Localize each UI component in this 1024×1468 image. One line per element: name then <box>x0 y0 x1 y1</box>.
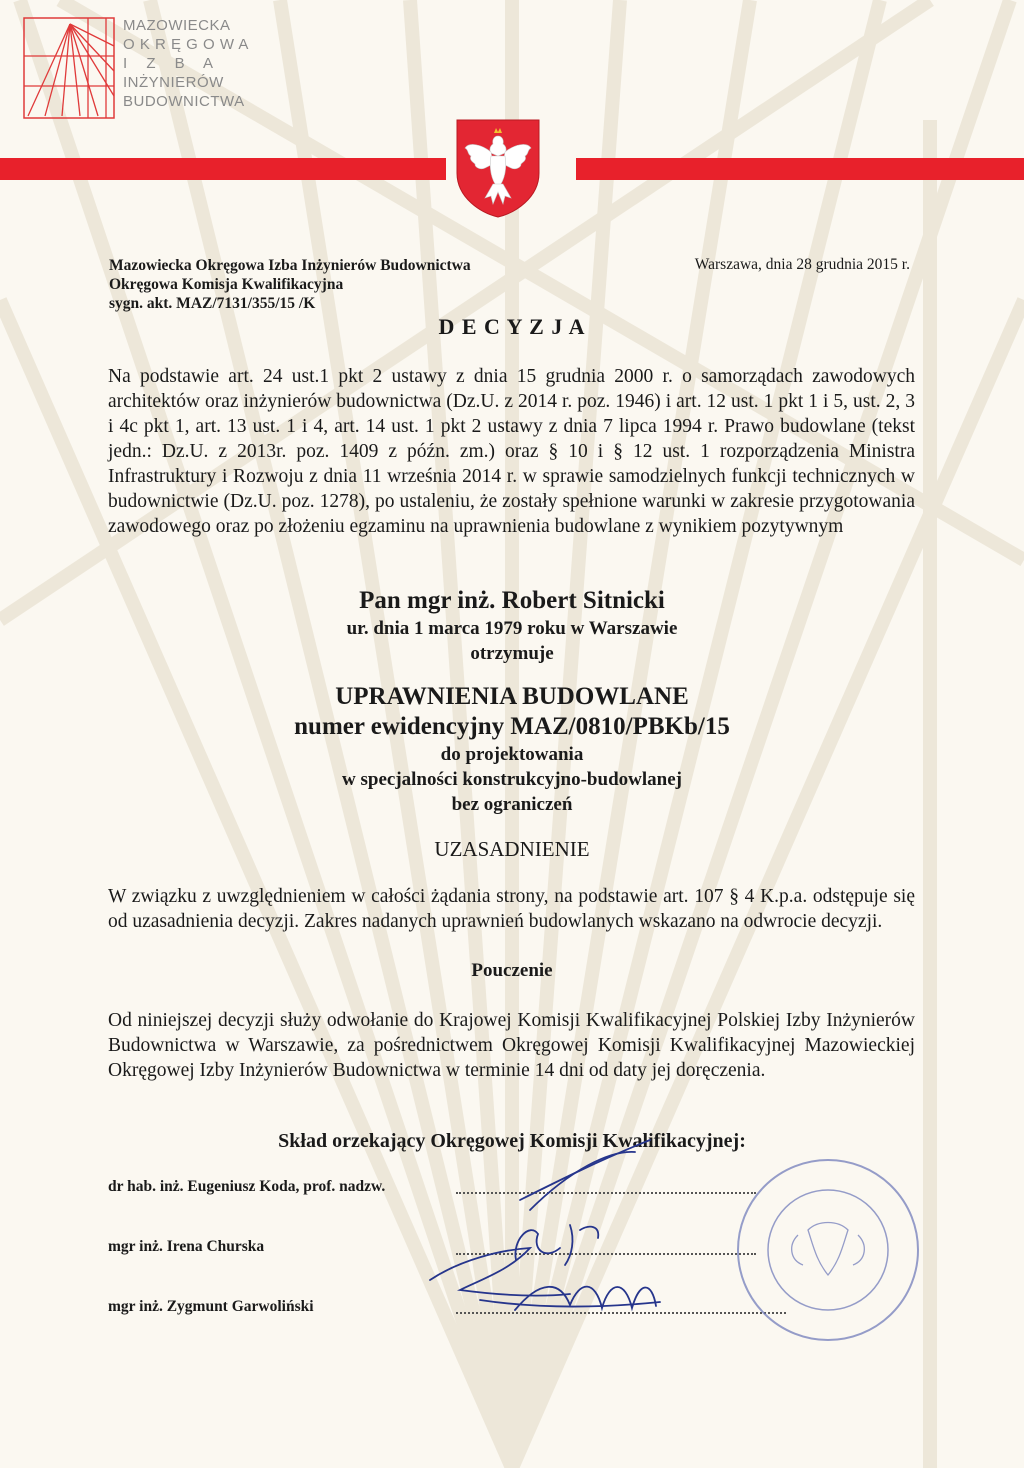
issuer-commission: Okręgowa Komisja Kwalifikacyjna <box>109 276 344 293</box>
logo-line: O K R Ę G O W A <box>123 36 249 53</box>
recipient-receives: otrzymuje <box>470 643 554 664</box>
panel-member: mgr inż. Zygmunt Garwoliński <box>108 1298 314 1315</box>
grant-limits: bez ograniczeń <box>451 794 573 815</box>
white-eagle-icon <box>455 118 541 218</box>
case-reference: sygn. akt. MAZ/7131/355/15 /K <box>109 295 316 312</box>
logo-line: I Z B A <box>123 55 214 72</box>
official-seal-stamp <box>728 1150 928 1360</box>
handwritten-signatures <box>420 1130 680 1330</box>
grant-specialty: w specjalności konstrukcyjno-budowlanej <box>342 769 682 790</box>
masovian-crest <box>455 118 541 218</box>
recipient-birth: ur. dnia 1 marca 1979 roku w Warszawie <box>346 618 678 639</box>
place-date: Warszawa, dnia 28 grudnia 2015 r. <box>694 256 910 273</box>
document-title: D E C Y Z J A <box>438 314 586 339</box>
panel-member: dr hab. inż. Eugeniusz Koda, prof. nadzw. <box>108 1178 386 1195</box>
panel-heading: Skład orzekający Okręgowej Komisji Kwalifikacyjnej: <box>278 1130 746 1152</box>
justification-text: W związku z uwzględnieniem w całości żądania strony, na podstawie art. 107 § 4 K.p.a. odstępuje się od uzasadnienia decyzji. Zakres nadanych uprawnień budowlanych wskazano na odwrocie decyzji. <box>108 886 915 932</box>
recipient-block <box>112 586 912 666</box>
logo-emblem-icon <box>20 16 120 120</box>
logo-line: MAZOWIECKA <box>123 17 231 34</box>
grant-number: numer ewidencyjny MAZ/0810/PBKb/15 <box>294 713 730 740</box>
issuer-name: Mazowiecka Okręgowa Izba Inżynierów Budownictwa <box>109 257 471 274</box>
issuer-block <box>109 256 629 313</box>
grant-block <box>112 682 912 817</box>
legal-basis-paragraph: Na podstawie art. 24 ust.1 pkt 2 ustawy z dnia 15 grudnia 2000 r. o samorządach zawodowych architektów oraz inżynierów budownictwa (Dz.U. z 2014 r. poz. 1946) i art. 12 ust. 1 pkt 1 i 5, ust. 2, 3 i 4c pkt 1, art. 13 ust. 1 i 4, art. 14 ust. 1 pkt 2 ustawy z dnia 7 lipca 1994 r. Prawo budowlane (tekst jedn.: Dz.U. z 2013r. poz. 1409 z późn. zm.) oraz § 10 i § 12 ust. 1 rozporządzenia Ministra Infrastruktury i Rozwoju z dnia 11 września 2014 r. w sprawie samodzielnych funkcji technicznych w budownictwie (Dz.U. poz. 1278), po ustaleniu, że zostały spełnione warunki w zakresie przygotowania zawodowego oraz po złożeniu egzaminu na uprawnienia budowlane z wynikiem pozytywnym <box>108 366 915 537</box>
red-stripe-left <box>0 158 446 180</box>
grant-scope: do projektowania <box>440 744 584 765</box>
panel-member: mgr inż. Irena Churska <box>108 1238 265 1255</box>
justification-heading: UZASADNIENIE <box>434 837 590 861</box>
logo-line: INŻYNIERÓW <box>123 74 224 91</box>
logo-line: BUDOWNICTWA <box>123 93 245 110</box>
instruction-text: Od niniejszej decyzji służy odwołanie do Krajowej Komisji Kwalifikacyjnej Polskiej Izby Inżynierów Budownictwa w Warszawie, za pośrednictwem Okręgowej Komisji Kwalifikacyjnej Mazowieckiej Okręgowej Izby Inżynierów Budownictwa w terminie 14 dni od daty jej doręczenia. <box>108 1010 915 1081</box>
recipient-name: Pan mgr inż. Robert Sitnicki <box>359 587 665 614</box>
logo-wordmark <box>123 16 249 111</box>
chamber-logo <box>20 16 249 122</box>
red-stripe-right <box>576 158 1024 180</box>
instruction-heading: Pouczenie <box>471 960 553 981</box>
grant-title: UPRAWNIENIA BUDOWLANE <box>335 683 689 710</box>
